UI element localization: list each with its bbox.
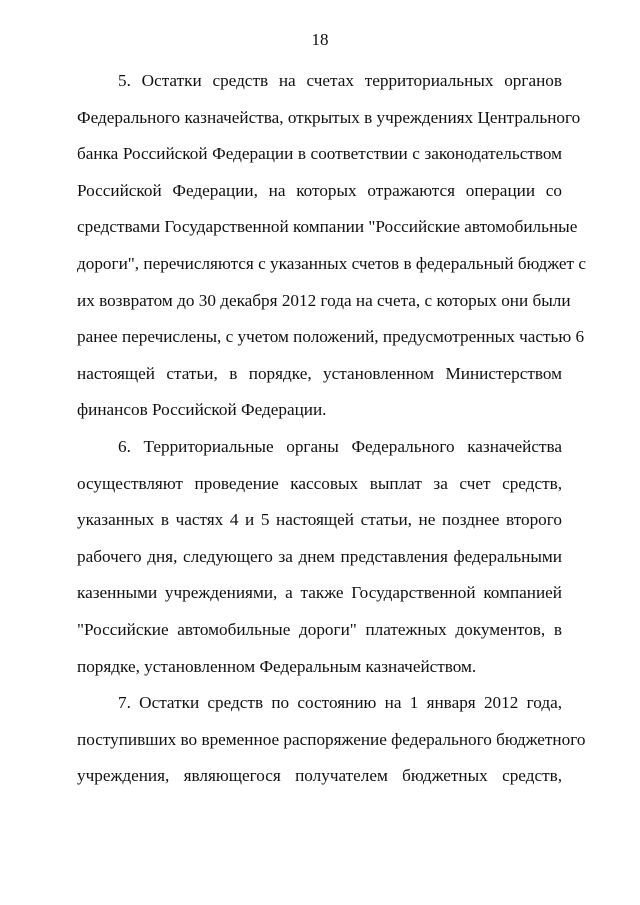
text-line: учреждения, являющегося получателем бюджетных средств, bbox=[77, 766, 562, 786]
text-line: их возвратом до 30 декабря 2012 года на счета, с которых они были bbox=[77, 290, 571, 310]
document-body bbox=[77, 63, 586, 795]
text-line: "Российские автомобильные дороги" платежных документов, в bbox=[77, 619, 562, 639]
text-line: 6. Территориальные органы Федерального казначейства bbox=[118, 436, 562, 456]
text-line: средствами Государственной компании "Российские автомобильные bbox=[77, 217, 578, 237]
text-line: рабочего дня, следующего за днем представления федеральными bbox=[77, 546, 562, 566]
paragraph-5 bbox=[77, 63, 586, 429]
text-line: 7. Остатки средств по состоянию на 1 января 2012 года, bbox=[118, 693, 562, 713]
paragraph-6 bbox=[77, 429, 562, 685]
text-line: Федерального казначейства, открытых в учреждениях Центрального bbox=[77, 107, 581, 127]
text-line: ранее перечислены, с учетом положений, предусмотренных частью 6 bbox=[77, 327, 585, 347]
text-line: 5. Остатки средств на счетах территориальных органов bbox=[118, 71, 562, 90]
text-line: банка Российской Федерации в соответствии с законодательством bbox=[77, 144, 562, 164]
text-line: казенными учреждениями, а также Государственной компанией bbox=[77, 583, 562, 603]
text-line: порядке, установленном Федеральным казначейством. bbox=[77, 656, 477, 676]
text-line: дороги", перечисляются с указанных счетов в федеральный бюджет с bbox=[77, 253, 586, 273]
text-line: финансов Российской Федерации. bbox=[77, 400, 327, 420]
text-line: указанных в частях 4 и 5 настоящей статьи, не позднее второго bbox=[77, 510, 562, 530]
paragraph-7 bbox=[77, 685, 586, 795]
page-number: 18 bbox=[311, 30, 329, 49]
text-line: осуществляют проведение кассовых выплат за счет средств, bbox=[77, 473, 562, 493]
text-line: настоящей статьи, в порядке, установленном Министерством bbox=[77, 363, 562, 383]
text-line: Российской Федерации, на которых отражаются операции со bbox=[77, 180, 562, 200]
text-line: поступивших во временное распоряжение федерального бюджетного bbox=[77, 729, 586, 749]
